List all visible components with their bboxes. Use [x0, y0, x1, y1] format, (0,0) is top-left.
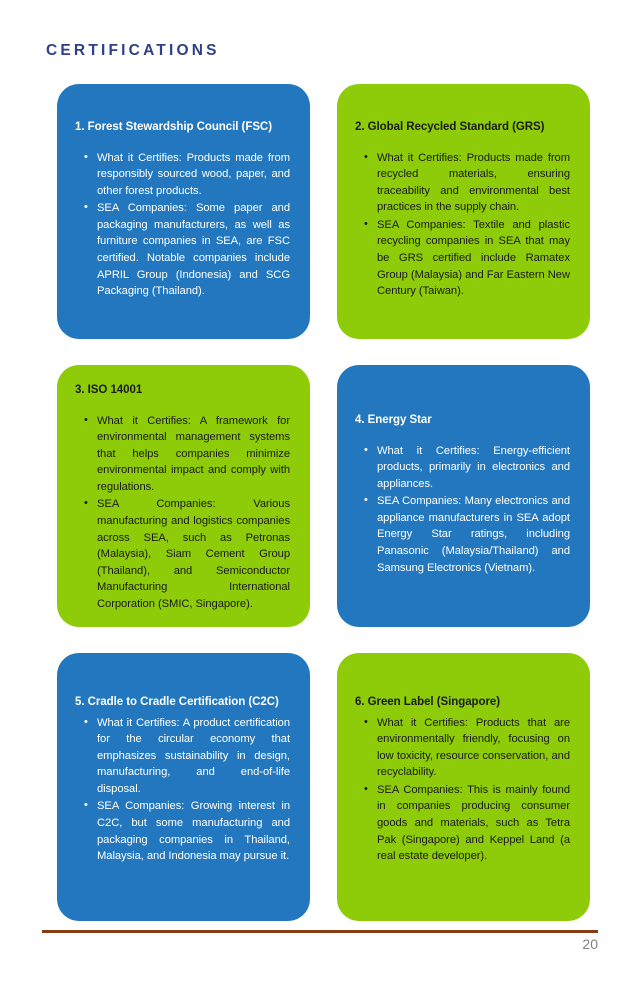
- certification-card-green-label[interactable]: [337, 653, 590, 921]
- card-bullet-list: [355, 150, 572, 300]
- card-title: 3. ISO 14001: [75, 384, 143, 396]
- list-item: • SEA Companies: Textile and plastic recycling companies in SEA that may be GRS certified include Ramatex Group (Malaysia) and Far Eastern New Century (Taiwan).: [377, 217, 570, 300]
- list-item: • What it Certifies: A product certification for the circular economy that emphasizes sustainability in design, manufacturing, and end-of-life disposal.: [97, 715, 290, 798]
- card-bullet-list: [75, 150, 292, 300]
- list-item: • SEA Companies: Various manufacturing and logistics companies across SEA, such as Petronas (Malaysia), Siam Cement Group (Thailand), and Semiconductor Manufacturing International Corporation (SMIC, Singapore).: [97, 496, 290, 612]
- card-bullet-list: [75, 413, 292, 613]
- list-item: • What it Certifies: Energy-efficient products, primarily in electronics and appliances.: [377, 443, 570, 493]
- page-title: CERTIFICATIONS: [46, 42, 220, 59]
- certification-card-c2c[interactable]: [57, 653, 310, 921]
- card-title: 4. Energy Star: [355, 414, 432, 426]
- list-item: • What it Certifies: Products that are environmentally friendly, focusing on low toxicity, resource conservation, and recyclability.: [377, 715, 570, 781]
- list-item: • What it Certifies: Products made from recycled materials, ensuring traceability and environmental best practices in the supply chain.: [377, 150, 570, 216]
- certification-card-energy-star[interactable]: [337, 365, 590, 627]
- list-item: • SEA Companies: Growing interest in C2C, but some manufacturing and packaging companies in Thailand, Malaysia, and Indonesia may pursue it.: [97, 798, 290, 864]
- certification-card-fsc[interactable]: [57, 84, 310, 339]
- certification-card-grid: [57, 84, 590, 921]
- list-item: • What it Certifies: Products made from responsibly sourced wood, paper, and other forest products.: [97, 150, 290, 200]
- page-number: 20: [582, 936, 598, 952]
- certification-card-grs[interactable]: [337, 84, 590, 339]
- card-title: 5. Cradle to Cradle Certification (C2C): [75, 696, 279, 708]
- list-item: • SEA Companies: Many electronics and appliance manufacturers in SEA adopt Energy Star ratings, including Panasonic (Malaysia/Thailand) and Samsung Electronics (Vietnam).: [377, 493, 570, 576]
- card-title: 6. Green Label (Singapore): [355, 696, 501, 708]
- list-item: • SEA Companies: Some paper and packaging manufacturers, as well as furniture companies in SEA, are FSC certified. Notable companies include APRIL Group (Indonesia) and SCG Packaging (Thailand).: [97, 200, 290, 299]
- card-bullet-list: [355, 443, 572, 577]
- card-bullet-list: [355, 715, 572, 865]
- card-bullet-list: [75, 715, 292, 865]
- card-title: 1. Forest Stewardship Council (FSC): [75, 121, 272, 133]
- list-item: • SEA Companies: This is mainly found in companies producing consumer goods and materials, such as Tetra Pak (Singapore) and Keppel Land (a real estate developer).: [377, 782, 570, 865]
- list-item: • What it Certifies: A framework for environmental management systems that helps companies minimize environmental impact and comply with regulations.: [97, 413, 290, 496]
- certification-card-iso-14001[interactable]: [57, 365, 310, 627]
- footer-divider: [42, 930, 598, 933]
- card-title: 2. Global Recycled Standard (GRS): [355, 121, 545, 133]
